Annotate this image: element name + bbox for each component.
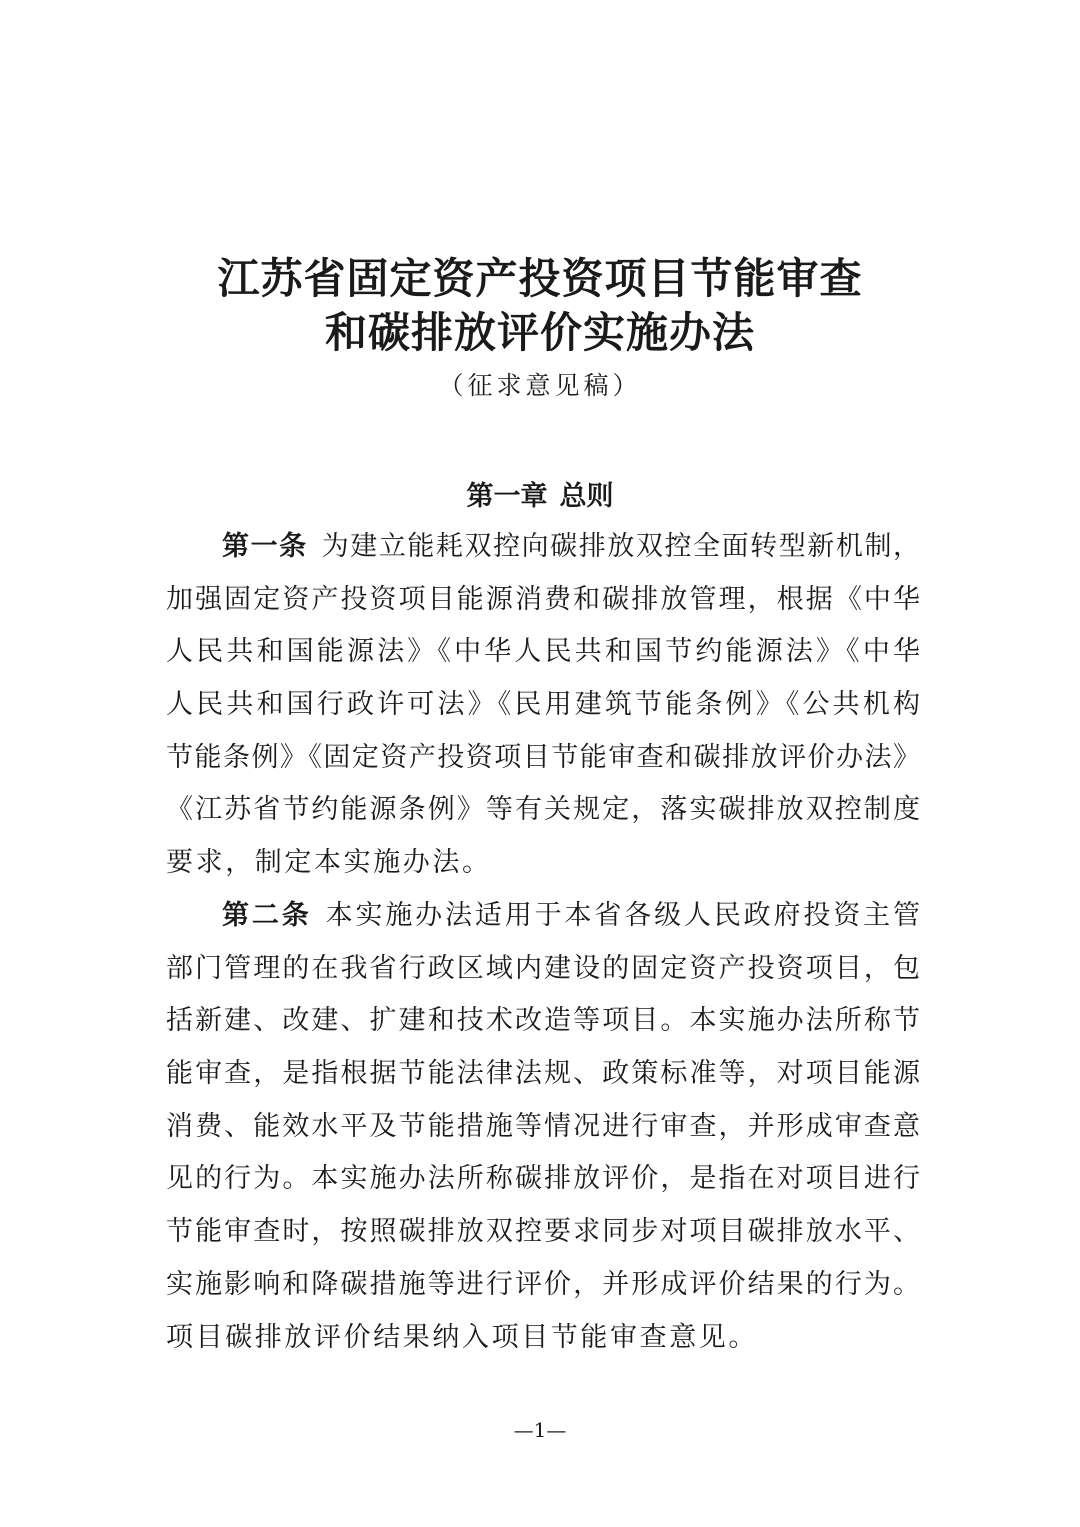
chapter-number: 第一章 bbox=[466, 481, 548, 512]
article-1 bbox=[166, 521, 921, 890]
article-line bbox=[166, 521, 921, 574]
article-line: 节能审查时，按照碳排放双控要求同步对项目碳排放水平、 bbox=[166, 1216, 921, 1248]
article-line: 人民共和国行政许可法》《民用建筑节能条例》《公共机构 bbox=[166, 689, 921, 721]
article-line: 消费、能效水平及节能措施等情况进行审查，并形成审查意 bbox=[166, 1110, 921, 1142]
article-line: 实施影响和降碳措施等进行评价，并形成评价结果的行为。 bbox=[166, 1268, 921, 1300]
article-line: 能审查，是指根据节能法律法规、政策标准等，对项目能源 bbox=[166, 1058, 921, 1090]
article-text: 为建立能耗双控向碳排放双控全面转型新机制， bbox=[321, 531, 922, 562]
article-lead: 第一条 bbox=[222, 531, 308, 562]
article-line: 加强固定资产投资项目能源消费和碳排放管理，根据《中华 bbox=[166, 583, 921, 615]
document-title-line-1: 江苏省固定资产投资项目节能审查 bbox=[217, 254, 863, 303]
document-title-line-2: 和碳排放评价实施办法 bbox=[324, 308, 755, 357]
article-line: 见的行为。本实施办法所称碳排放评价，是指在对项目进行 bbox=[166, 1163, 921, 1195]
article-line: 节能条例》《固定资产投资项目节能审查和碳排放评价办法》 bbox=[166, 741, 921, 773]
article-line: 括新建、改建、扩建和技术改造等项目。本实施办法所称节 bbox=[166, 1005, 921, 1037]
document-subtitle: （征求意见稿） bbox=[438, 371, 642, 400]
article-text: 本实施办法适用于本省各级人民政府投资主管 bbox=[325, 900, 922, 931]
article-2 bbox=[166, 890, 921, 1364]
article-lead: 第二条 bbox=[222, 900, 312, 931]
article-line bbox=[166, 890, 921, 943]
chapter-heading bbox=[0, 474, 1080, 513]
chapter-name: 总则 bbox=[559, 481, 614, 512]
article-line: 《江苏省节约能源条例》等有关规定，落实碳排放双控制度 bbox=[166, 794, 921, 826]
page-number: —1— bbox=[513, 1418, 567, 1442]
article-line: 项目碳排放评价结果纳入项目节能审查意见。 bbox=[166, 1321, 758, 1353]
article-line: 人民共和国能源法》《中华人民共和国节约能源法》《中华 bbox=[166, 636, 921, 668]
article-line: 部门管理的在我省行政区域内建设的固定资产投资项目，包 bbox=[166, 952, 921, 984]
article-line: 要求，制定本实施办法。 bbox=[166, 847, 492, 879]
